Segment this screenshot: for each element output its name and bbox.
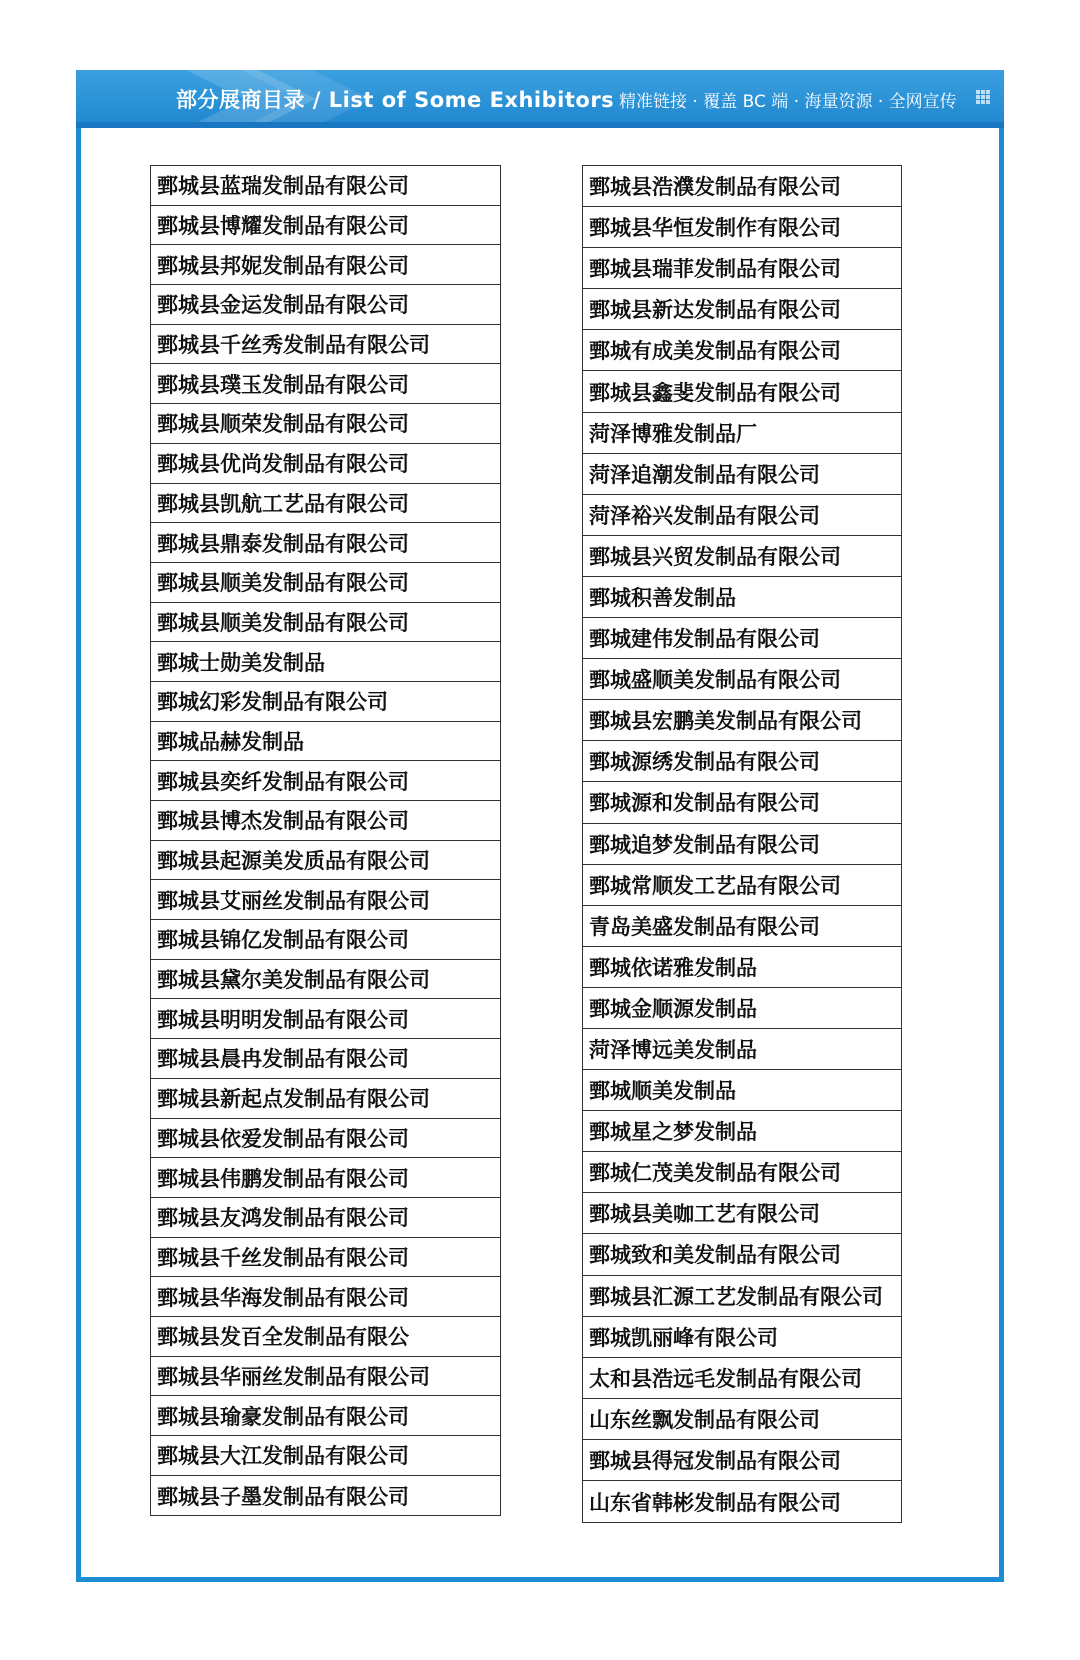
exhibitor-row: 鄄城有成美发制品有限公司: [583, 330, 901, 371]
exhibitor-row: 鄄城县千丝发制品有限公司: [151, 1238, 500, 1278]
exhibitor-row: 鄄城县璞玉发制品有限公司: [151, 364, 500, 404]
exhibitor-row: 鄄城依诺雅发制品: [583, 947, 901, 988]
exhibitor-row: 鄄城县奕纤发制品有限公司: [151, 761, 500, 801]
exhibitor-row: 鄄城县鼎泰发制品有限公司: [151, 523, 500, 563]
exhibitor-list-left: [150, 165, 501, 1516]
exhibitor-row: 鄄城盛顺美发制品有限公司: [583, 659, 901, 700]
exhibitor-row: 鄄城品赫发制品: [151, 722, 500, 762]
exhibitor-row: 太和县浩远毛发制品有限公司: [583, 1358, 901, 1399]
exhibitor-row: 鄄城县友鸿发制品有限公司: [151, 1198, 500, 1238]
exhibitor-row: 菏泽博雅发制品厂: [583, 413, 901, 454]
exhibitor-row: 鄄城金顺源发制品: [583, 988, 901, 1029]
exhibitor-row: 青岛美盛发制品有限公司: [583, 906, 901, 947]
exhibitor-row: 鄄城幻彩发制品有限公司: [151, 682, 500, 722]
exhibitor-row: 鄄城仁茂美发制品有限公司: [583, 1152, 901, 1193]
exhibitor-row: 鄄城县晨冉发制品有限公司: [151, 1039, 500, 1079]
exhibitor-row: 鄄城县锦亿发制品有限公司: [151, 920, 500, 960]
exhibitor-row: 鄄城县子墨发制品有限公司: [157, 1484, 409, 1509]
exhibitor-row: 鄄城县华丽丝发制品有限公司: [151, 1357, 500, 1397]
exhibitor-row: 山东省韩彬发制品有限公司: [589, 1490, 841, 1515]
exhibitor-row: 鄄城县蓝瑞发制品有限公司: [151, 166, 500, 206]
exhibitor-row: 鄄城县顺美发制品有限公司: [151, 603, 500, 643]
exhibitor-row: 鄄城县汇源工艺发制品有限公司: [583, 1276, 901, 1317]
exhibitor-row: 鄄城县新达发制品有限公司: [583, 289, 901, 330]
exhibitor-row: 鄄城县明明发制品有限公司: [151, 999, 500, 1039]
exhibitor-list-right: [582, 165, 902, 1523]
exhibitor-row: 鄄城县美咖工艺有限公司: [583, 1193, 901, 1234]
exhibitor-row: 鄄城县顺荣发制品有限公司: [151, 404, 500, 444]
exhibitor-row: 鄄城县依爱发制品有限公司: [151, 1119, 500, 1159]
exhibitor-row: 鄄城县艾丽丝发制品有限公司: [151, 880, 500, 920]
exhibitor-row: 鄄城县邦妮发制品有限公司: [151, 245, 500, 285]
exhibitor-row: 鄄城凯丽峰有限公司: [583, 1317, 901, 1358]
exhibitor-row: 鄄城致和美发制品有限公司: [583, 1234, 901, 1275]
exhibitor-row: 鄄城顺美发制品: [583, 1070, 901, 1111]
exhibitor-row: 鄄城源绣发制品有限公司: [583, 741, 901, 782]
header-underline: [76, 122, 1004, 128]
exhibitor-row: 鄄城县宏鹏美发制品有限公司: [583, 700, 901, 741]
exhibitor-row: 鄄城县新起点发制品有限公司: [151, 1079, 500, 1119]
exhibitor-row: 菏泽博远美发制品: [583, 1029, 901, 1070]
exhibitor-row: 鄄城源和发制品有限公司: [583, 782, 901, 823]
exhibitor-row: 鄄城建伟发制品有限公司: [583, 618, 901, 659]
exhibitor-row: 鄄城县顺美发制品有限公司: [151, 563, 500, 603]
header-banner: [76, 70, 1004, 128]
exhibitor-row: 鄄城县凯航工艺品有限公司: [151, 484, 500, 524]
exhibitor-row: 鄄城县发百全发制品有限公: [151, 1317, 500, 1357]
exhibitor-row: 鄄城县瑜豪发制品有限公司: [151, 1396, 500, 1436]
exhibitor-row: 菏泽裕兴发制品有限公司: [583, 495, 901, 536]
exhibitor-row: 鄄城县起源美发质品有限公司: [151, 841, 500, 881]
exhibitor-row: 鄄城县黛尔美发制品有限公司: [151, 960, 500, 1000]
tagline: 精准链接 · 覆盖 BC 端 · 海量资源 · 全网宣传: [619, 92, 957, 112]
exhibitor-row: 鄄城县兴贸发制品有限公司: [583, 536, 901, 577]
exhibitor-row: 鄄城追梦发制品有限公司: [583, 824, 901, 865]
exhibitor-row: 鄄城县伟鹏发制品有限公司: [151, 1158, 500, 1198]
exhibitor-row: 鄄城县华海发制品有限公司: [151, 1277, 500, 1317]
grid-icon: [976, 90, 990, 104]
exhibitor-row: 鄄城县得冠发制品有限公司: [583, 1440, 901, 1481]
exhibitor-row: 鄄城积善发制品: [583, 577, 901, 618]
exhibitor-row: 山东丝飘发制品有限公司: [583, 1399, 901, 1440]
exhibitor-row: 鄄城县博耀发制品有限公司: [151, 206, 500, 246]
exhibitor-row: 鄄城常顺发工艺品有限公司: [583, 865, 901, 906]
exhibitor-row: 鄄城县大江发制品有限公司: [151, 1436, 500, 1476]
exhibitor-row: 鄄城县博杰发制品有限公司: [151, 801, 500, 841]
exhibitor-row: 鄄城士勋美发制品: [151, 642, 500, 682]
exhibitor-row: 鄄城星之梦发制品: [583, 1111, 901, 1152]
exhibitor-row: 鄄城县金运发制品有限公司: [151, 285, 500, 325]
page-title: 部分展商目录 / List of Some Exhibitors: [176, 88, 615, 112]
exhibitor-row: 鄄城县华恒发制作有限公司: [583, 207, 901, 248]
exhibitor-row: 鄄城县浩濮发制品有限公司: [583, 166, 901, 207]
exhibitor-row: 鄄城县优尚发制品有限公司: [151, 444, 500, 484]
exhibitor-row: 鄄城县瑞菲发制品有限公司: [583, 248, 901, 289]
exhibitor-row: 菏泽追潮发制品有限公司: [583, 454, 901, 495]
exhibitor-row: 鄄城县鑫斐发制品有限公司: [583, 371, 901, 412]
exhibitor-row: 鄄城县千丝秀发制品有限公司: [151, 325, 500, 365]
